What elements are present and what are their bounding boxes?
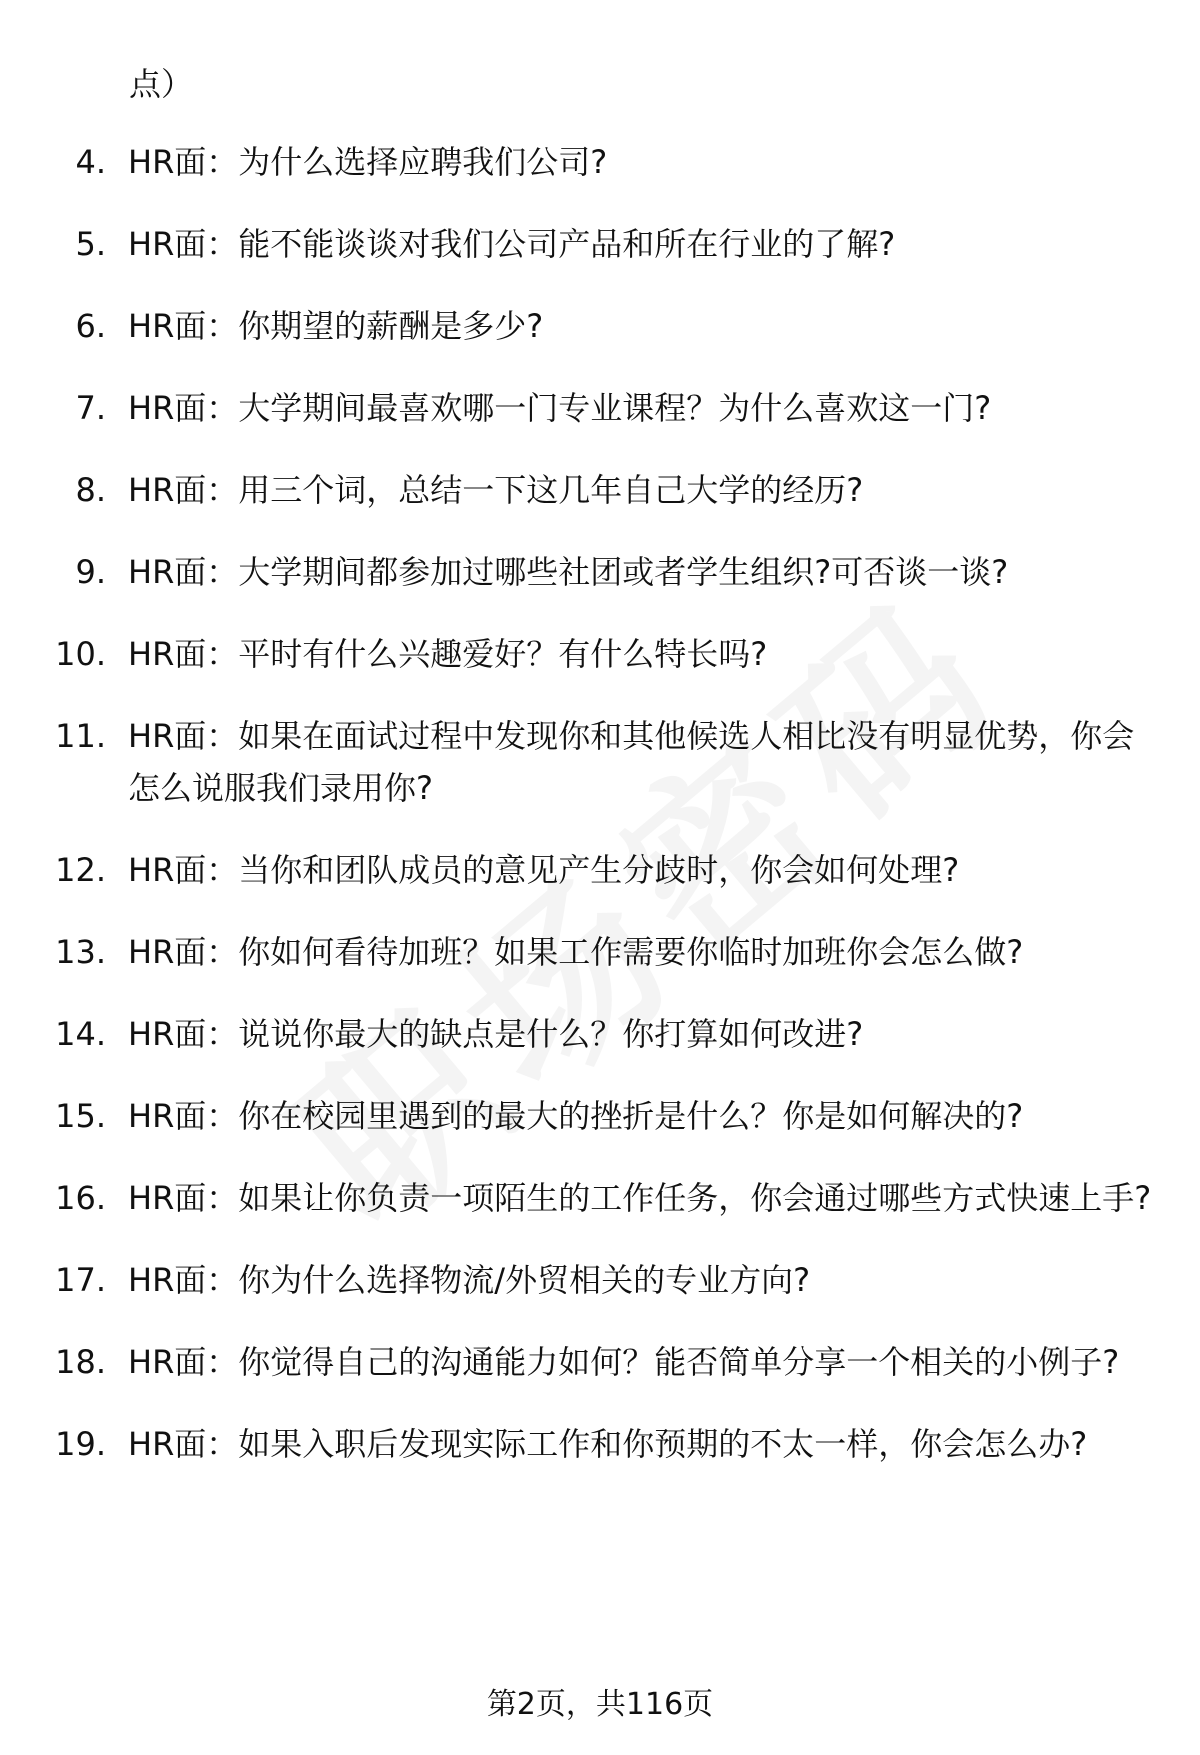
- list-item: [0, 1336, 1200, 1388]
- question-text: HR面：大学期间最喜欢哪一门专业课程？为什么喜欢这一门?: [128, 389, 992, 427]
- item-number: 4.: [75, 143, 106, 181]
- item-number: 15.: [55, 1097, 106, 1135]
- question-text: HR面：能不能谈谈对我们公司产品和所在行业的了解?: [128, 225, 896, 263]
- question-text: HR面：你期望的薪酬是多少?: [128, 307, 544, 345]
- question-text: HR面：你为什么选择物流/外贸相关的专业方向?: [128, 1261, 811, 1299]
- list-item: [0, 926, 1200, 978]
- question-text: HR面：为什么选择应聘我们公司?: [128, 143, 608, 181]
- list-item: [0, 1254, 1200, 1306]
- list-item: [0, 1172, 1200, 1224]
- question-text: HR面：如果在面试过程中发现你和其他候选人相比没有明显优势，你会怎么说服我们录用你?: [128, 717, 1135, 807]
- item-number: 18.: [55, 1343, 106, 1381]
- question-text: HR面：你在校园里遇到的最大的挫折是什么？你是如何解决的?: [128, 1097, 1024, 1135]
- list-item: [0, 382, 1200, 434]
- item-number: 16.: [55, 1179, 106, 1217]
- item-number: 12.: [55, 851, 106, 889]
- item-number: 11.: [55, 717, 106, 755]
- list-item: [0, 1090, 1200, 1142]
- item-number: 5.: [75, 225, 106, 263]
- question-text: HR面：大学期间都参加过哪些社团或者学生组织?可否谈一谈?: [128, 553, 1009, 591]
- question-text: HR面：你如何看待加班？如果工作需要你临时加班你会怎么做?: [128, 933, 1024, 971]
- question-text: HR面：你觉得自己的沟通能力如何？能否简单分享一个相关的小例子?: [128, 1343, 1120, 1381]
- list-item: [0, 710, 1200, 814]
- item-number: 13.: [55, 933, 106, 971]
- question-list: [0, 136, 1200, 1500]
- item-number: 17.: [55, 1261, 106, 1299]
- list-item: [0, 464, 1200, 516]
- question-text: HR面：如果让你负责一项陌生的工作任务，你会通过哪些方式快速上手?: [128, 1179, 1152, 1217]
- item-number: 6.: [75, 307, 106, 345]
- list-item: [0, 546, 1200, 598]
- item-number: 9.: [75, 553, 106, 591]
- list-item: [0, 1008, 1200, 1060]
- list-item: [0, 628, 1200, 680]
- question-text: HR面：当你和团队成员的意见产生分歧时，你会如何处理?: [128, 851, 960, 889]
- list-item: [0, 844, 1200, 896]
- list-item: [0, 218, 1200, 270]
- continued-text: 点）: [129, 65, 194, 103]
- question-text: HR面：平时有什么兴趣爱好？有什么特长吗?: [128, 635, 768, 673]
- question-text: HR面：说说你最大的缺点是什么？你打算如何改进?: [128, 1015, 864, 1053]
- item-number: 7.: [75, 389, 106, 427]
- question-text: HR面：如果入职后发现实际工作和你预期的不太一样，你会怎么办?: [128, 1425, 1088, 1463]
- item-number: 8.: [75, 471, 106, 509]
- page-footer: 第2页，共116页: [486, 1687, 714, 1722]
- list-item: [0, 300, 1200, 352]
- item-number: 14.: [55, 1015, 106, 1053]
- list-item: [0, 1418, 1200, 1470]
- item-number: 19.: [55, 1425, 106, 1463]
- item-number: 10.: [55, 635, 106, 673]
- question-text: HR面：用三个词，总结一下这几年自己大学的经历?: [128, 471, 864, 509]
- list-item: [0, 136, 1200, 188]
